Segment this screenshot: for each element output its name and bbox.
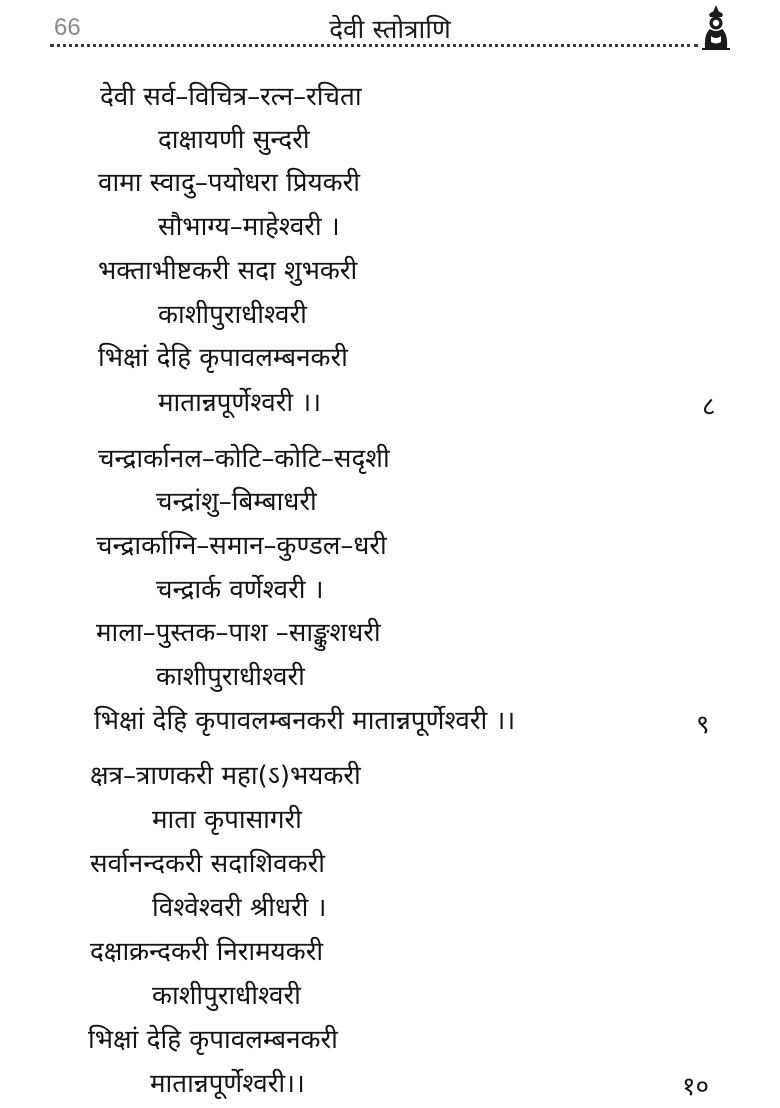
- running-title: देवी स्तोत्राणि: [329, 15, 451, 45]
- verse-9-line-2: चन्द्रांशु–बिम्बाधरी: [156, 487, 317, 517]
- verse-10-line-3: सर्वानन्दकरी सदाशिवकरी: [90, 849, 325, 879]
- verse-8-line-1: देवी सर्व–विचित्र–रत्न–रचिता: [100, 82, 362, 112]
- verse-8-line-8: मातान्नपूर्णेश्वरी ।।: [158, 388, 322, 418]
- verse-8-line-7: भिक्षां देहि कृपावलम्बनकरी: [98, 343, 348, 373]
- page-number: 66: [54, 14, 81, 41]
- verse-9-line-6: काशीपुराधीश्वरी: [156, 662, 305, 692]
- page-header: [0, 0, 780, 60]
- verse-number-9: ९: [696, 710, 710, 740]
- verse-10-line-4: विश्वेश्वरी श्रीधरी ।: [152, 893, 327, 923]
- verse-9-line-3: चन्द्रार्काग्नि–समान–कुण्डल–धरी: [96, 531, 387, 561]
- verse-number-8: ८: [702, 392, 716, 422]
- verse-10-line-2: माता कृपासागरी: [152, 805, 302, 835]
- verse-10-line-7: भिक्षां देहि कृपावलम्बनकरी: [88, 1025, 338, 1055]
- verse-number-10: १०: [682, 1072, 710, 1102]
- verse-8-line-2: दाक्षायणी सुन्दरी: [158, 125, 310, 155]
- verse-10-line-5: दक्षाक्रन्दकरी निरामयकरी: [90, 937, 324, 967]
- verse-8-line-5: भक्ताभीष्टकरी सदा शुभकरी: [98, 256, 358, 286]
- verse-9-line-7: भिक्षां देहि कृपावलम्बनकरी मातान्नपूर्णेश्वरी ।।: [94, 706, 516, 736]
- verse-8-line-6: काशीपुराधीश्वरी: [158, 300, 307, 330]
- verse-10-line-8: मातान्नपूर्णेश्वरी।।: [150, 1069, 305, 1099]
- verse-10-line-1: क्षत्र–त्राणकरी महा(ऽ)भयकरी: [90, 761, 361, 791]
- header-dotted-rule: [50, 44, 698, 47]
- verse-8-line-3: वामा स्वादु–पयोधरा प्रियकरी: [98, 168, 360, 198]
- verse-9-line-4: चन्द्रार्क वर्णेश्वरी ।: [156, 575, 324, 605]
- deity-emblem-icon: [698, 4, 734, 50]
- verse-9-line-1: चन्द्रार्कानल–कोटि–कोटि–सदृशी: [98, 444, 390, 474]
- verse-10-line-6: काशीपुराधीश्वरी: [152, 981, 301, 1011]
- verse-9-line-5: माला–पुस्तक–पाश –साङ्कुशधरी: [96, 618, 381, 648]
- verse-8-line-4: सौभाग्य–माहेश्वरी ।: [158, 212, 340, 242]
